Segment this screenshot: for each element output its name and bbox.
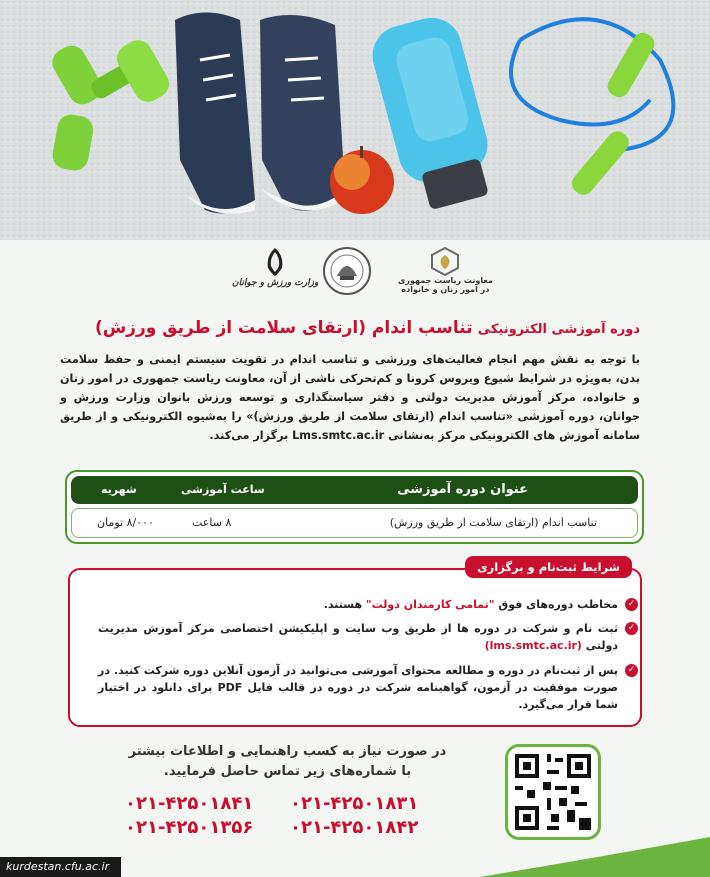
condition-1-highlight: "تمامی کارمندان دولت"	[365, 598, 495, 611]
condition-item-3	[98, 662, 636, 713]
condition-3-text: پس از ثبت‌نام در دوره و مطالعه محتوای آموزشی می‌توانید در آزمون آنلاین دوره شرکت کنید. در صورت موفقیت در آزمون، گواهینامه شرکت در دوره در قالب فایل PDF برای دانلود در اختیار شما قرار می‌گیرد.	[98, 664, 618, 711]
ministry-sports-logo	[232, 246, 318, 288]
hero-image	[0, 0, 710, 240]
contact-line-1: در صورت نیاز به کسب راهنمایی و اطلاعات بیشتر	[128, 744, 447, 759]
condition-1-text-b: هستند.	[323, 598, 366, 611]
smtc-emblem-icon	[322, 246, 372, 296]
row-hours: ۸ ساعت	[192, 516, 232, 529]
phone-number[interactable]: ۰۲۱-۴۲۵۰۱۸۳۱	[290, 793, 419, 814]
condition-item-2	[98, 620, 636, 654]
conditions-tab: شرایط ثبت‌نام و برگزاری	[465, 556, 632, 578]
women-affairs-logo	[398, 246, 493, 294]
condition-2-text: ثبت نام و شرکت در دوره ها از طریق وب سایت و اپلیکیشن اختصاصی مرکز آموزش مدیریت دولتی	[98, 622, 618, 652]
women-affairs-caption-1: معاونت ریاست جمهوری	[398, 276, 493, 285]
phone-number[interactable]: ۰۲۱-۴۲۵۰۱۳۵۶	[125, 817, 254, 838]
header-course-title: عنوان دوره آموزشی	[397, 482, 528, 497]
row-course-title: تناسب اندام (ارتقای سلامت از طریق ورزش)	[389, 516, 597, 529]
course-title-prefix: دوره آموزشی الکترونیکی	[477, 322, 640, 337]
contact-line-2: با شماره‌های زیر تماس حاصل فرمایید.	[163, 764, 412, 779]
logo-bar	[0, 242, 710, 312]
intro-paragraph: با توجه به نقش مهم انجام فعالیت‌های ورزشی و تناسب اندام در تقویت سیستم ایمنی و حفظ سلامت بدن، به‌ویژه در شرایط شیوع ویروس کرونا و کم‌تحرکی ناشی از آن، معاونت ریاست جمهوری در امور زنان و خانواده، مرکز آموزش مدیریت دولتی و دفتر سیاستگذاری و توسعه ورزش بانوان وزارت ورزش و جوانان، دوره آموزشی «تناسب اندام (ارتقای سلامت از طریق ورزش)» را به‌شیوه الکترونیکی و از طریق سامانه آموزش های الکترونیکی مرکز به‌نشانی Lms.smtc.ac.ir برگزار می‌کند.	[60, 353, 640, 442]
check-icon: ✓	[625, 664, 638, 677]
iran-emblem-icon	[260, 246, 290, 278]
header-fee: شهریه	[101, 483, 137, 496]
row-fee: ۸/۰۰۰ تومان	[97, 516, 154, 529]
table-row	[71, 508, 638, 538]
women-affairs-caption-2: در امور زنان و خانواده	[401, 285, 490, 294]
condition-1-text-a: مخاطب دوره‌های فوق	[494, 598, 618, 611]
phone-number[interactable]: ۰۲۱-۴۲۵۰۱۸۴۱	[125, 793, 254, 814]
condition-item-1	[98, 596, 636, 613]
qr-code[interactable]	[505, 744, 601, 840]
header-hours: ساعت آموزشی	[181, 483, 265, 496]
course-title-main: تناسب اندام (ارتقای سلامت از طریق ورزش)	[94, 318, 473, 338]
sports-equipment-illustration	[0, 0, 710, 240]
course-title	[40, 318, 640, 338]
conditions-box	[68, 560, 642, 727]
check-icon: ✓	[625, 622, 638, 635]
decorative-wave	[480, 837, 710, 877]
footer-site[interactable]: kurdestan.cfu.ac.ir	[0, 857, 121, 877]
course-table	[65, 470, 644, 544]
qr-code-icon	[511, 750, 595, 834]
smtc-logo	[322, 246, 372, 296]
course-table-header	[71, 476, 638, 504]
lms-link[interactable]: (lms.smtc.ac.ir)	[484, 639, 582, 652]
phone-number[interactable]: ۰۲۱-۴۲۵۰۱۸۴۲	[290, 817, 419, 838]
women-affairs-emblem-icon	[430, 246, 460, 276]
check-icon: ✓	[625, 598, 638, 611]
contact-text	[110, 742, 465, 782]
ministry-caption: وزارت ورزش و جوانان	[232, 278, 319, 288]
